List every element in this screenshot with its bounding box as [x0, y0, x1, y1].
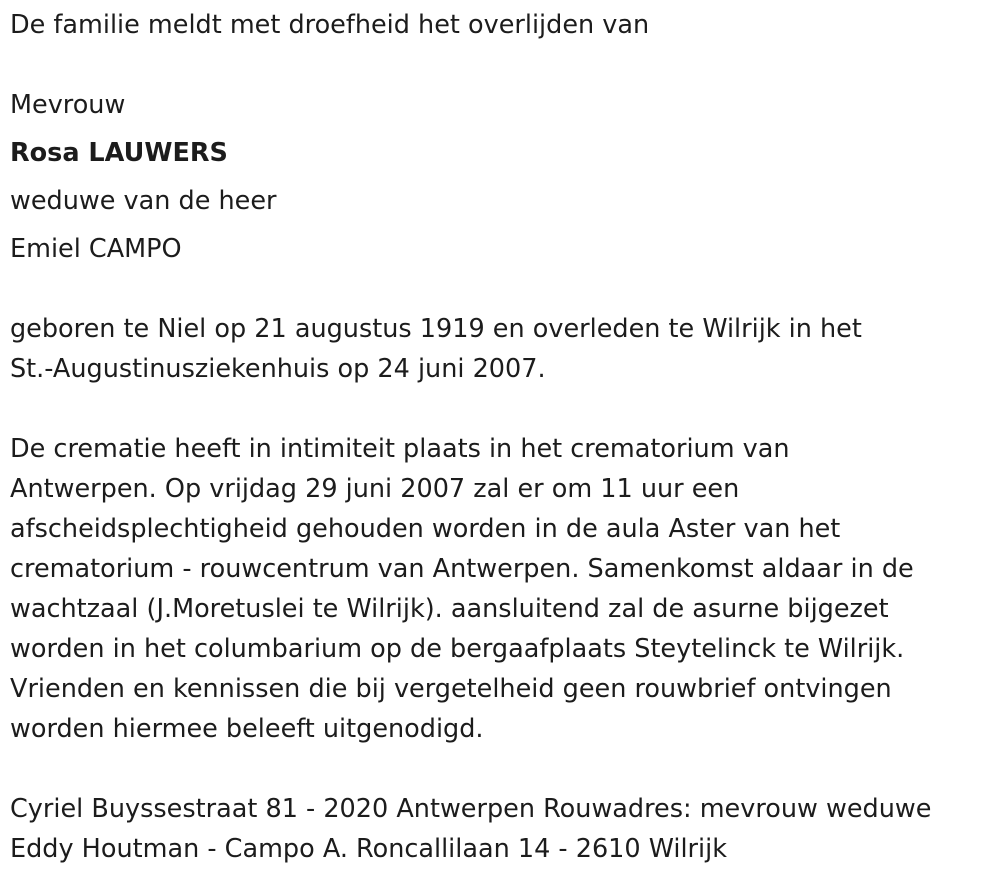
birth-death-line: St.-Augustinusziekenhuis op 24 juni 2007. [10, 354, 546, 384]
ceremony-line: afscheidsplechtigheid gehouden worden in de aula Aster van het [10, 514, 841, 544]
spouse-name: Emiel CAMPO [10, 234, 182, 264]
ceremony-line: wachtzaal (J.Moretuslei te Wilrijk). aansluitend zal de asurne bijgezet [10, 594, 889, 624]
birth-death-line: geboren te Niel op 21 augustus 1919 en overleden te Wilrijk in het [10, 314, 862, 344]
ceremony-line: crematorium - rouwcentrum van Antwerpen. Samenkomst aldaar in de [10, 554, 914, 584]
address-line: Eddy Houtman - Campo A. Roncallilaan 14 - 2610 Wilrijk [10, 834, 727, 864]
ceremony-line: worden in het columbarium op de bergaafplaats Steytelinck te Wilrijk. [10, 634, 905, 664]
relation-text: weduwe van de heer [10, 186, 277, 216]
address-line: Cyriel Buyssestraat 81 - 2020 Antwerpen Rouwadres: mevrouw weduwe [10, 794, 932, 824]
ceremony-line: Antwerpen. Op vrijdag 29 juni 2007 zal er om 11 uur een [10, 474, 740, 504]
ceremony-line: worden hiermee beleeft uitgenodigd. [10, 714, 484, 744]
intro-text: De familie meldt met droefheid het overlijden van [10, 10, 650, 40]
ceremony-line: De crematie heeft in intimiteit plaats in het crematorium van [10, 434, 790, 464]
ceremony-line: Vrienden en kennissen die bij vergetelheid geen rouwbrief ontvingen [10, 674, 892, 704]
salutation: Mevrouw [10, 90, 126, 120]
deceased-name: Rosa LAUWERS [10, 138, 228, 168]
